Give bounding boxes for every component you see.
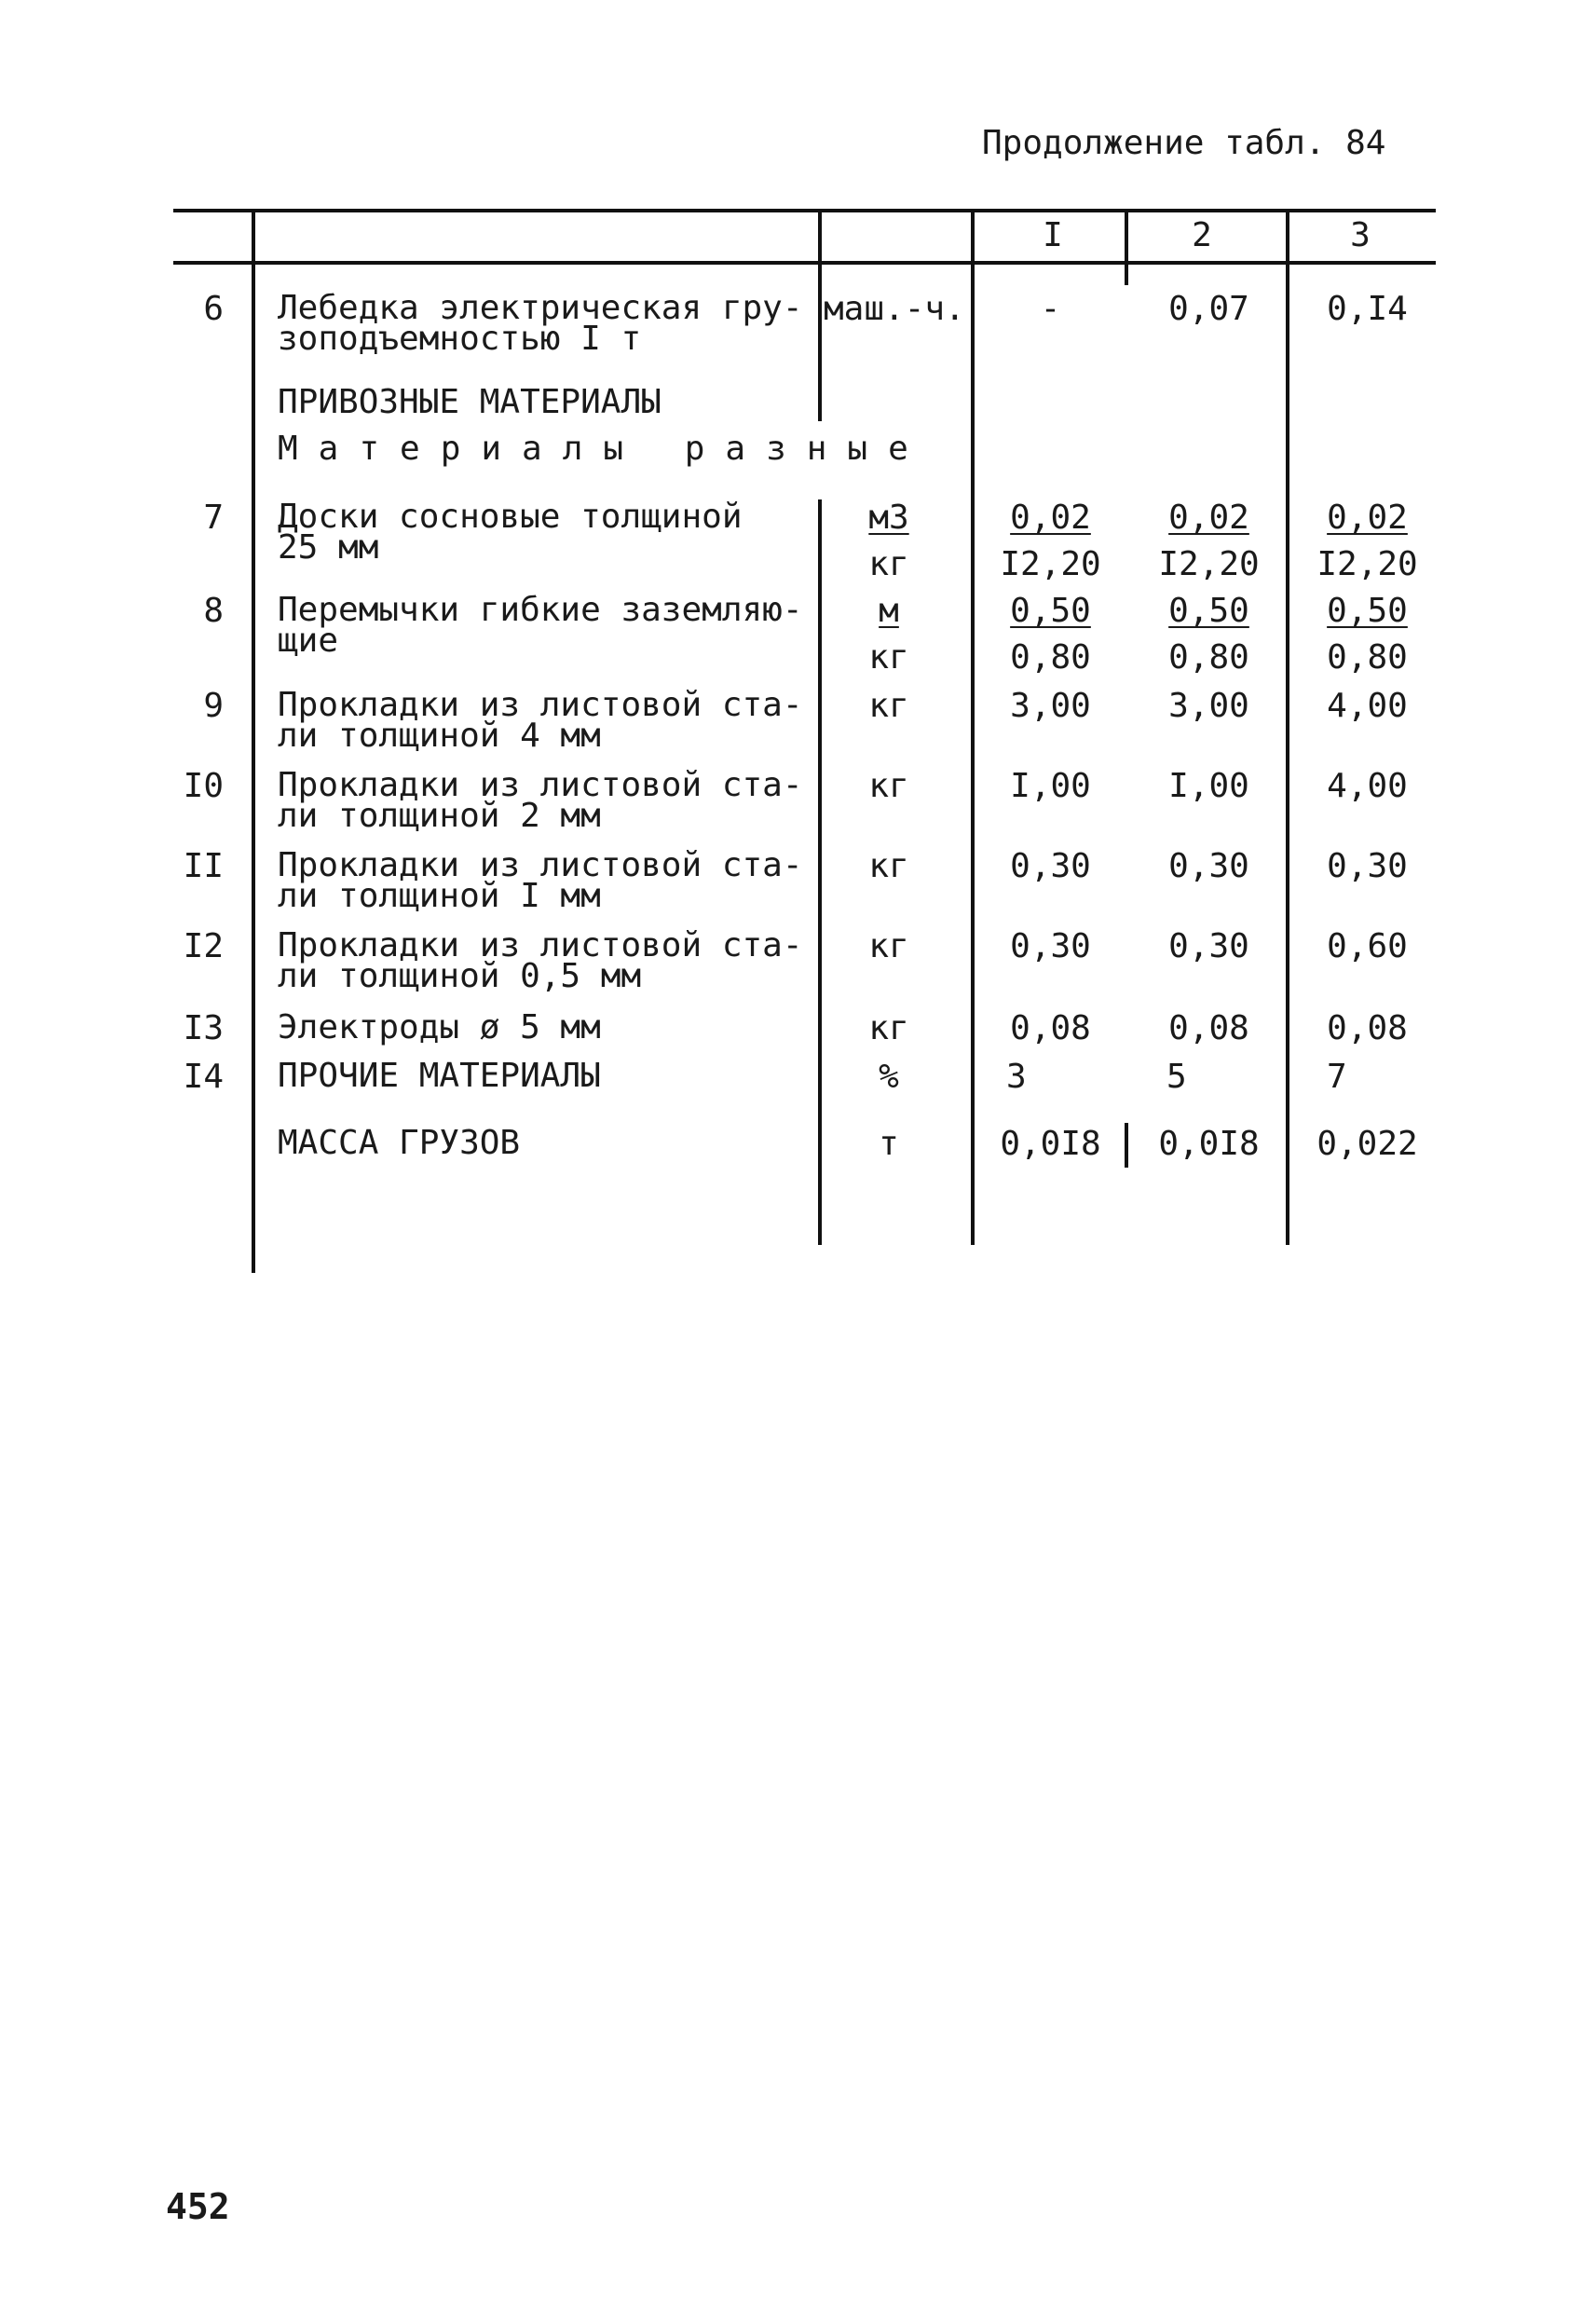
row-number: I3 (183, 1009, 224, 1047)
row-name-line: ПРОЧИЕ МАТЕРИАЛЫ (278, 1057, 601, 1095)
row-name-line: МАССА ГРУЗОВ (278, 1124, 521, 1162)
row-name-line: зоподъемностью I т (278, 320, 642, 358)
row-value-col2: 3,00 (1168, 687, 1249, 725)
row-value-col3: 7 (1327, 1058, 1347, 1096)
row-number: 9 (203, 687, 224, 725)
row-unit: м (879, 592, 899, 630)
subsection-heading: Материалы разные (278, 430, 929, 468)
row-unit: % (879, 1058, 899, 1096)
row-value-col3: 0,I4 (1327, 290, 1408, 328)
row-name-line: Электроды ø 5 мм (278, 1008, 601, 1046)
column-divider-unit (971, 211, 975, 1245)
row-value-col2: 0,0I8 (1158, 1125, 1260, 1163)
row-name-line: Прокладки из листовой ста- (278, 926, 803, 964)
row-value-col2: I,00 (1168, 767, 1249, 805)
row-name-line: ли толщиной 2 мм (278, 797, 601, 835)
row-value-secondary-col1: 0,80 (1010, 638, 1091, 677)
row-unit: кг (868, 927, 909, 965)
row-name-line: Прокладки из листовой ста- (278, 846, 803, 884)
row-name-line: ли толщиной I мм (278, 877, 601, 915)
column-header-1: I (1043, 216, 1063, 254)
row-value-col3: 0,50 (1327, 592, 1408, 630)
row-value-col1: I,00 (1010, 767, 1091, 805)
row-unit: кг (868, 847, 909, 885)
row-value-col2: 0,30 (1168, 927, 1249, 965)
column-divider-number (252, 211, 255, 1273)
row-value-col3: 0,60 (1327, 927, 1408, 965)
row-unit: маш.-ч. (824, 290, 965, 328)
row-value-col1: 0,50 (1010, 592, 1091, 630)
row-number: I2 (183, 927, 224, 965)
row-value-secondary-col3: 0,80 (1327, 638, 1408, 677)
table-caption: Продолжение табл. 84 (982, 124, 1386, 162)
row-value-col1: 3,00 (1010, 687, 1091, 725)
row-value-col1: 3 (1006, 1058, 1027, 1096)
row-value-col1: 0,30 (1010, 847, 1091, 885)
row-value-secondary-col1: I2,20 (1000, 545, 1101, 583)
row-value-col1: 0,02 (1010, 499, 1091, 537)
row-unit: кг (868, 767, 909, 805)
row-value-secondary-col2: 0,80 (1168, 638, 1249, 677)
row-value-secondary-col3: I2,20 (1316, 545, 1418, 583)
row-value-col3: 4,00 (1327, 767, 1408, 805)
row-value-col3: 0,022 (1316, 1125, 1418, 1163)
row-unit: кг (868, 687, 909, 725)
row-value-col2: 0,07 (1168, 290, 1249, 328)
row-number: 6 (203, 290, 224, 328)
row-name-line: ли толщиной 4 мм (278, 717, 601, 755)
row-name-line: Перемычки гибкие заземляю- (278, 591, 803, 629)
row-number: 7 (203, 499, 224, 537)
row-value-col1: - (1040, 290, 1061, 328)
row-value-col3: 0,02 (1327, 499, 1408, 537)
row-number: I4 (183, 1058, 224, 1096)
row-name-line: 25 мм (278, 528, 379, 567)
row-value-col3: 0,30 (1327, 847, 1408, 885)
row-value-col2: 0,08 (1168, 1009, 1249, 1047)
column-divider-name-top (818, 211, 822, 421)
column-header-2: 2 (1192, 216, 1212, 254)
page-number: 452 (166, 2186, 230, 2227)
row-value-col3: 0,08 (1327, 1009, 1408, 1047)
row-number: I0 (183, 767, 224, 805)
row-name-line: Лебедка электрическая гру- (278, 289, 803, 327)
row-unit: м3 (868, 499, 909, 537)
column-divider-name-bottom (818, 499, 822, 1245)
table-header-rule (173, 261, 1436, 265)
row-unit: т (879, 1125, 899, 1163)
row-name-line: ли толщиной 0,5 мм (278, 957, 642, 995)
row-unit: кг (868, 1009, 909, 1047)
row-unit-secondary: кг (868, 545, 909, 583)
column-header-3: 3 (1350, 216, 1371, 254)
row-number: 8 (203, 592, 224, 630)
row-value-col2: 0,30 (1168, 847, 1249, 885)
row-value-col3: 4,00 (1327, 687, 1408, 725)
row-number: II (183, 847, 224, 885)
table-top-rule (173, 209, 1436, 212)
row-value-col2: 0,50 (1168, 592, 1249, 630)
row-name-line: Доски сосновые толщиной (278, 498, 743, 536)
row-unit-secondary: кг (868, 638, 909, 677)
row-value-col2: 0,02 (1168, 499, 1249, 537)
row-name-line: щие (278, 622, 339, 660)
row-name-line: Прокладки из листовой ста- (278, 766, 803, 804)
row-value-secondary-col2: I2,20 (1158, 545, 1260, 583)
row-value-col1: 0,30 (1010, 927, 1091, 965)
row-name-line: Прокладки из листовой ста- (278, 686, 803, 724)
row-value-col2: 5 (1166, 1058, 1187, 1096)
row-value-col1: 0,0I8 (1000, 1125, 1101, 1163)
column-divider-col2 (1286, 211, 1289, 1245)
section-heading: ПРИВОЗНЫЕ МАТЕРИАЛЫ (278, 383, 662, 421)
row-value-col1: 0,08 (1010, 1009, 1091, 1047)
